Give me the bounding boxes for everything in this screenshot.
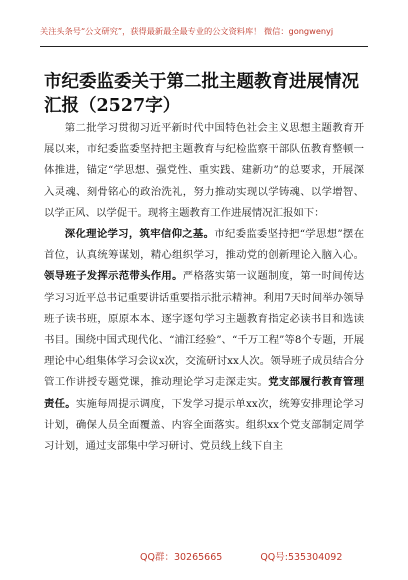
footer-contact bbox=[140, 549, 342, 563]
document-title bbox=[44, 70, 368, 118]
header-divider bbox=[40, 46, 368, 47]
title-line-1: 市纪委监委关于第二批主题教育进展情况 bbox=[44, 72, 359, 92]
section-1-text: 市纪委监委坚持把“学思想”摆在首位，认真统筹谋划，精心组织学习，推动党的创新理论入脑入心。 bbox=[44, 228, 364, 262]
document-body bbox=[44, 118, 364, 457]
section-1-paragraph bbox=[44, 224, 364, 457]
title-line-2: 汇报（2527字） bbox=[44, 96, 181, 116]
subsection-2-heading: 党支部履行教育管理责任。 bbox=[44, 376, 365, 410]
section-1-heading: 深化理论学习，筑牢信仰之基。 bbox=[64, 228, 215, 241]
subsection-2-text: 实施每周提示调度，下发学习提示单xx次，统筹安排理论学习计划，确保人员全面覆盖、内容全面落实。组织xx个党支部制定周学习计划，通过支部集中学习研讨、党员线上线下自主 bbox=[44, 397, 365, 453]
intro-paragraph: 第二批学习贯彻习近平新时代中国特色社会主义思想主题教育开展以来，市纪委监委坚持把主题教育与纪检监察干部队伍教育整顿一体推进，锚定“学思想、强党性、重实践、建新功”的总要求，开展深入灵魂、刻骨铭心的政治洗礼，努力推动实现以学铸魂、以学增智、以学正风、以学促干。现将主题教育工作进展情况汇报如下： bbox=[44, 122, 364, 219]
subsection-1-heading: 领导班子发挥示范带头作用。 bbox=[44, 270, 183, 283]
subsection-1-text: 严格落实第一议题制度，第一时间传达学习习近平总书记重要讲话重要指示批示精神。利用7天时间举办领导班子读书班，原原本本、逐字逐句学习主题教育指定必读书目和选读书目。围绕中国式现代化、“浦江经验”、“千万工程”等8个专题，开展理论中心组集体学习会议x次，交流研讨xx人次。领导班子成员结合分管工作讲授专题党课，推动理论学习走深走实。 bbox=[44, 270, 365, 389]
footer-qq-number: QQ号:535304092 bbox=[260, 552, 343, 563]
footer-qq-group: QQ群：30265665 bbox=[140, 552, 223, 563]
header-notice: 关注头条号“公文研究”，获得最新最全最专业的公文资料库！ 微信：gongwenyj bbox=[40, 26, 334, 36]
